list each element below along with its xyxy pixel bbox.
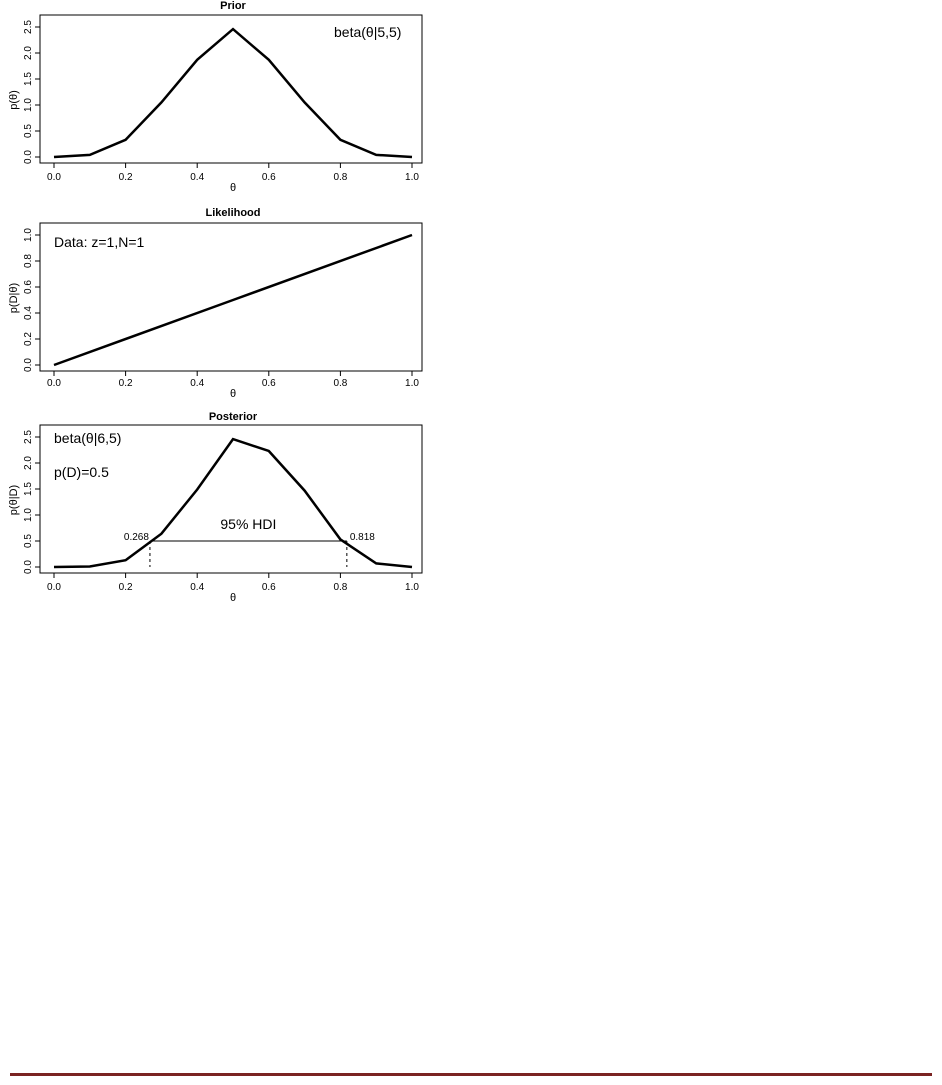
posterior-plot-frame xyxy=(40,425,422,573)
prior-x-ticks xyxy=(47,163,419,183)
likelihood-y-tick-label: 1.0 xyxy=(23,228,34,242)
likelihood-y-tick-label: 0.0 xyxy=(23,358,34,372)
likelihood-y-tick-label: 0.8 xyxy=(23,254,34,268)
prior-y-tick-label: 1.0 xyxy=(23,98,34,112)
posterior-x-tick-label: 0.2 xyxy=(118,582,133,593)
posterior-y-tick-label: 2.0 xyxy=(23,456,34,470)
prior-x-tick-label: 1.0 xyxy=(405,172,419,183)
likelihood-x-tick-label: 0.2 xyxy=(118,378,133,389)
prior-x-tick-label: 0.4 xyxy=(190,172,205,183)
prior-y-tick-label: 2.0 xyxy=(23,46,34,60)
prior-x-tick-label: 0.0 xyxy=(47,172,61,183)
posterior-x-tick-label: 0.8 xyxy=(333,582,348,593)
likelihood-panel xyxy=(8,207,422,400)
prior-y-tick-label: 0.0 xyxy=(23,150,34,164)
posterior-title: Posterior xyxy=(208,411,258,423)
likelihood-y-tick-label: 0.6 xyxy=(23,280,34,294)
hdi-high-label: 0.818 xyxy=(349,532,375,543)
posterior-x-ticks xyxy=(47,573,419,593)
likelihood-title: Likelihood xyxy=(205,207,261,219)
likelihood-y-ticks xyxy=(23,228,40,372)
prior-x-tick-label: 0.2 xyxy=(118,172,133,183)
posterior-annotation-pd: p(D)=0.5 xyxy=(54,464,109,480)
prior-y-tick-label: 1.5 xyxy=(23,72,34,86)
prior-y-tick-label: 0.5 xyxy=(23,124,34,138)
posterior-y-tick-label: 1.0 xyxy=(23,508,34,522)
likelihood-curve xyxy=(54,235,412,365)
posterior-y-label: p(θ|D) xyxy=(8,484,20,516)
likelihood-y-tick-label: 0.2 xyxy=(23,332,34,346)
prior-annotation: beta(θ|5,5) xyxy=(334,24,402,40)
prior-x-label: θ xyxy=(229,182,237,194)
prior-y-label: p(θ) xyxy=(8,90,20,110)
likelihood-x-ticks xyxy=(47,371,419,389)
likelihood-x-label: θ xyxy=(229,388,237,400)
likelihood-x-tick-label: 0.0 xyxy=(47,378,61,389)
posterior-x-label: θ xyxy=(229,592,237,604)
hdi-label: 95% HDI xyxy=(220,516,277,532)
posterior-y-tick-label: 2.5 xyxy=(23,430,34,444)
footer-rule xyxy=(10,1073,932,1076)
posterior-panel xyxy=(8,411,422,604)
posterior-y-tick-label: 0.5 xyxy=(23,534,34,548)
prior-x-tick-label: 0.6 xyxy=(261,172,276,183)
likelihood-x-tick-label: 0.6 xyxy=(261,378,276,389)
likelihood-x-tick-label: 1.0 xyxy=(405,378,419,389)
posterior-y-tick-label: 0.0 xyxy=(23,560,34,574)
prior-y-tick-label: 2.5 xyxy=(23,20,34,34)
prior-curve xyxy=(54,29,412,157)
posterior-x-tick-label: 0.0 xyxy=(47,582,61,593)
posterior-x-tick-label: 1.0 xyxy=(405,582,419,593)
prior-panel xyxy=(8,0,422,194)
posterior-x-tick-label: 0.4 xyxy=(190,582,205,593)
likelihood-annotation: Data: z=1,N=1 xyxy=(54,234,145,250)
posterior-curve xyxy=(54,439,412,567)
prior-title: Prior xyxy=(220,0,246,12)
hdi-low-label: 0.268 xyxy=(123,532,149,543)
likelihood-x-tick-label: 0.8 xyxy=(333,378,348,389)
posterior-annotation-beta: beta(θ|6,5) xyxy=(54,430,122,446)
likelihood-y-tick-label: 0.4 xyxy=(23,306,34,320)
likelihood-y-label: p(D|θ) xyxy=(8,282,20,314)
posterior-y-ticks xyxy=(23,430,40,574)
posterior-x-tick-label: 0.6 xyxy=(261,582,276,593)
prior-y-ticks xyxy=(23,20,40,164)
prior-x-tick-label: 0.8 xyxy=(333,172,348,183)
posterior-y-tick-label: 1.5 xyxy=(23,482,34,496)
likelihood-x-tick-label: 0.4 xyxy=(190,378,205,389)
